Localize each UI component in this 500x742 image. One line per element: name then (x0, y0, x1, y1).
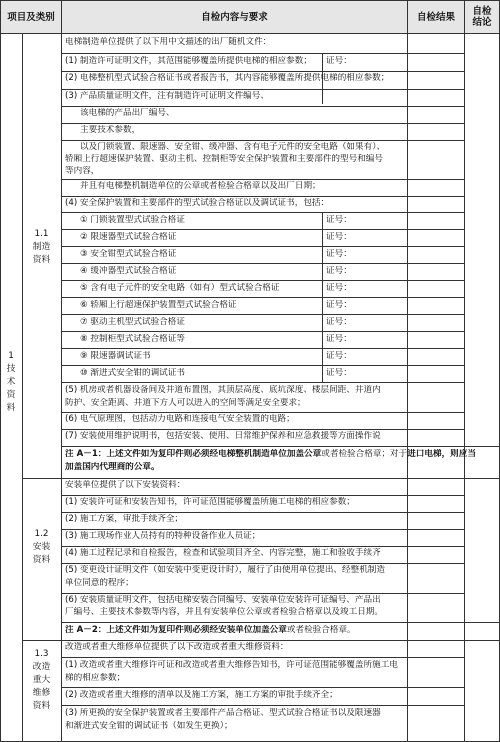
grid-line (61, 331, 464, 332)
s12-note (65, 625, 356, 637)
s11-item3-l2: 该电梯的产品出厂编号、 (80, 108, 175, 118)
header-category: 项目及类别 (0, 0, 62, 34)
cert-item-number-label: 证号： (326, 232, 352, 242)
section-main-char: 术 (6, 377, 16, 387)
grid-line (61, 365, 464, 366)
s11-item5-l1: (5) 机房或者机器设备间及井道布置图，其顶层高度、底坑深度、楼层间距、井道内 (65, 385, 381, 395)
s13-item3-l2: 和渐进式安全钳的调试证书（如发生更换）； (65, 721, 233, 731)
s12-item5-l1: (5) 变更设计证明文件（如安装中变更设计时），履行了由使用单位提出、经整机制造 (65, 565, 385, 575)
grid-line (61, 297, 464, 298)
grid-line (61, 412, 464, 413)
header-conclusion (464, 0, 500, 34)
section-1-2-number: 1.2 (34, 529, 49, 539)
grid-line (61, 229, 464, 230)
section-main-number: 1 (8, 351, 14, 361)
cert-item-name: ③ 安全钳型式试验合格证 (80, 249, 177, 259)
grid-line (61, 382, 464, 383)
grid-line (61, 529, 464, 530)
s12-item2: (2) 施工方案，审批手续齐全； (65, 514, 184, 524)
section-1-1-number: 1.1 (34, 229, 49, 239)
cert-item-name: ① 门锁装置型式试验合格证 (80, 215, 185, 225)
section-1-1-label-line1: 制造 (32, 242, 51, 252)
grid-line (61, 212, 464, 213)
s12-item5-l2: 单位同意的程序； (65, 578, 134, 588)
section-1-3-label-line: 资料 (32, 701, 51, 711)
grid-line (61, 89, 464, 90)
s11-note-line1 (65, 449, 498, 461)
cert-item-number-label: 证号： (326, 334, 352, 344)
s12-item4: (4) 施工过程记录和自检报告，检查和试验项目齐全、内容完整，施工和验收手续齐 (65, 548, 381, 558)
s12-note-normal: 或者检验合格章。 (286, 625, 356, 635)
section-1-3-label-line: 维修 (32, 688, 51, 698)
grid-line (22, 34, 23, 742)
s11-item1: (1) 制造许可证明文件，其范围能够覆盖所提供电梯的相应参数； (65, 56, 312, 66)
section-1-2-label-line1: 安装 (32, 542, 51, 552)
s11-item4: (4) 安全保护装置和主要部件的型式试验合格证以及调试证书，包括： (65, 198, 330, 208)
section-1-3-label-line: 改造 (32, 662, 51, 672)
header-result: 自检结果 (407, 0, 465, 34)
grid-line (61, 563, 464, 564)
section-1-1-label-line2: 资料 (32, 255, 51, 265)
s11-item1-cert-no: 证号： (326, 56, 352, 66)
s11-item2: (2) 电梯整机型式试验合格证书或者报告书，其内容能够覆盖所提供电梯的相应参数； (65, 73, 390, 83)
s13-item3-l1: (3) 所更换的安全保护装置或者主要部件产品合格证、型式试验合格证书以及限速器 (65, 708, 381, 718)
cert-item-name: ② 限速器型式试验合格证 (80, 232, 177, 242)
grid-line (22, 478, 500, 479)
section-main-char: 技 (6, 364, 16, 374)
s11-note-bold2: 进口电梯，则应当 (407, 449, 476, 459)
cert-item-name: ⑤ 含有电子元件的安全电路（如有）型式试验合格证 (80, 283, 280, 293)
s11-item5-l2: 防护、安全距离、井道下方人可以进入的空间等满足安全要求； (65, 398, 306, 408)
section-1-2-label (22, 528, 61, 567)
s11-item3-l3: 主要技术参数， (80, 125, 141, 135)
grid-line (61, 263, 464, 264)
s11-note-normal: 或者检验合格章；对于 (321, 449, 408, 459)
s11-item3-l1: (3) 产品质量证明文件，注有制造许可证明文件编号、 (65, 91, 269, 101)
s13-item2: (2) 改造或者重大维修的清单以及施工方案，施工方案的审批手续齐全； (65, 690, 338, 700)
s11-item6: (6) 电气原理图，包括动力电路和连接电气安全装置的电路； (65, 414, 295, 424)
s12-note-bold: 注 A－2：上述文件如为复印件则必须经安装单位加盖公章 (65, 625, 287, 635)
grid-line (61, 246, 464, 247)
grid-line (61, 280, 464, 281)
grid-line (61, 348, 464, 349)
grid-line (61, 495, 464, 496)
s12-item6-l1: (6) 安装质量证明文件，包括电梯安装合同编号、安装单位安装许可证编号、产品出 (65, 595, 381, 605)
grid-line (464, 34, 465, 742)
section-main-label (0, 350, 22, 415)
grid-line (61, 123, 464, 124)
s12-item6-l2: 厂编号、主要技术参数等内容，并且有安装单位公章或者检验合格章以及竣工日期。 (65, 607, 383, 617)
cert-item-name: ⑩ 渐进式安全钳的调试证书 (80, 368, 185, 378)
s11-item3-l5: 轿厢上行超速保护装置、驱动主机、控制柜等安全保护装置和主要部件的型号和编号 (65, 154, 383, 164)
grid-line (61, 53, 464, 54)
cert-item-number-label: 证号： (326, 351, 352, 361)
s12-item3: (3) 施工现场作业人员持有的特种设备作业人员证； (65, 531, 261, 541)
cert-item-number-label: 证号： (326, 300, 352, 310)
cert-item-name: ⑦ 驱动主机型式试验合格证 (80, 317, 185, 327)
section-1-3-label (22, 648, 61, 713)
grid-line (61, 593, 464, 594)
s12-item1: (1) 安装许可证和安装告知书，许可证范围能够覆盖所施工电梯的相应参数； (65, 497, 355, 507)
s11-item3-l4: 以及门锁装置、限速器、安全钳、缓冲器、含有电子元件的安全电路（如果有）、 (80, 142, 386, 152)
grid-line (61, 429, 464, 430)
s13-item1-l1: (1) 改造或者重大维修许可证和改造或者重大维修告知书，许可证范围能够覆盖所施工电 (65, 660, 398, 670)
cert-item-name: ④ 缓冲器型式试验合格证 (80, 266, 177, 276)
cert-item-name: ⑥ 轿厢上行超速保护装置型式试验合格证 (80, 300, 237, 310)
s13-item1-l2: 梯的相应参数； (65, 673, 126, 683)
cert-item-number-label: 证号： (326, 266, 352, 276)
section-main-char: 资 (6, 390, 16, 400)
cert-item-number-label: 证号： (326, 215, 352, 225)
cert-item-number-label: 证号： (326, 368, 352, 378)
section-1-3-label-line: 重大 (32, 675, 51, 685)
s11-item3-l6: 等内容， (65, 166, 100, 176)
header-conclusion-line2: 结论 (472, 17, 492, 28)
grid-line (61, 314, 464, 315)
cert-item-name: ⑨ 限速器调试证书 (80, 351, 151, 361)
grid-line (61, 705, 464, 706)
grid-line (61, 179, 464, 180)
grid-line (61, 622, 500, 623)
cert-item-number-label: 证号： (326, 249, 352, 259)
s11-note-bold: 注 A－1：上述文件如为复印件则必须经电梯整机制造单位加盖公章 (65, 449, 322, 459)
s11-intro: 电梯制造单位提供了以下用中文描述的出厂随机文件： (65, 37, 272, 47)
grid-line (61, 106, 464, 107)
s13-intro: 改造或者重大维修单位提供了以下改造或者重大维修资料： (65, 642, 289, 652)
grid-line (61, 140, 464, 141)
section-1-2-label-line2: 资料 (32, 555, 51, 565)
grid-line (61, 446, 500, 447)
s11-item7: (7) 安装使用维护说明书，包括安装、使用、日常维护保养和应急救援等方面操作说 (65, 431, 381, 441)
grid-line (61, 196, 464, 197)
header-conclusion-line1: 自检 (472, 6, 492, 17)
grid-line (61, 687, 464, 688)
header-content: 自检内容与要求 (61, 0, 408, 34)
section-1-3-number: 1.3 (34, 649, 49, 659)
cert-item-number-label: 证号： (326, 317, 352, 327)
grid-line (61, 71, 464, 72)
s12-intro: 安装单位提供了以下安装资料： (65, 480, 186, 490)
grid-line (61, 546, 464, 547)
s11-item3-l7: 并且有电梯整机制造单位的公章或者检验合格章以及出厂日期； (80, 181, 321, 191)
grid-line (322, 53, 323, 71)
grid-line (22, 640, 500, 641)
cert-item-number-label: 证号： (326, 283, 352, 293)
grid-line (61, 512, 464, 513)
grid-line (61, 657, 464, 658)
section-main-char: 料 (6, 403, 16, 413)
section-1-1-label (22, 228, 61, 267)
s11-note-line2: 加盖国内代理商的公章。 (65, 462, 160, 472)
cert-item-name: ⑧ 控制柜型式试验合格证等 (80, 334, 185, 344)
